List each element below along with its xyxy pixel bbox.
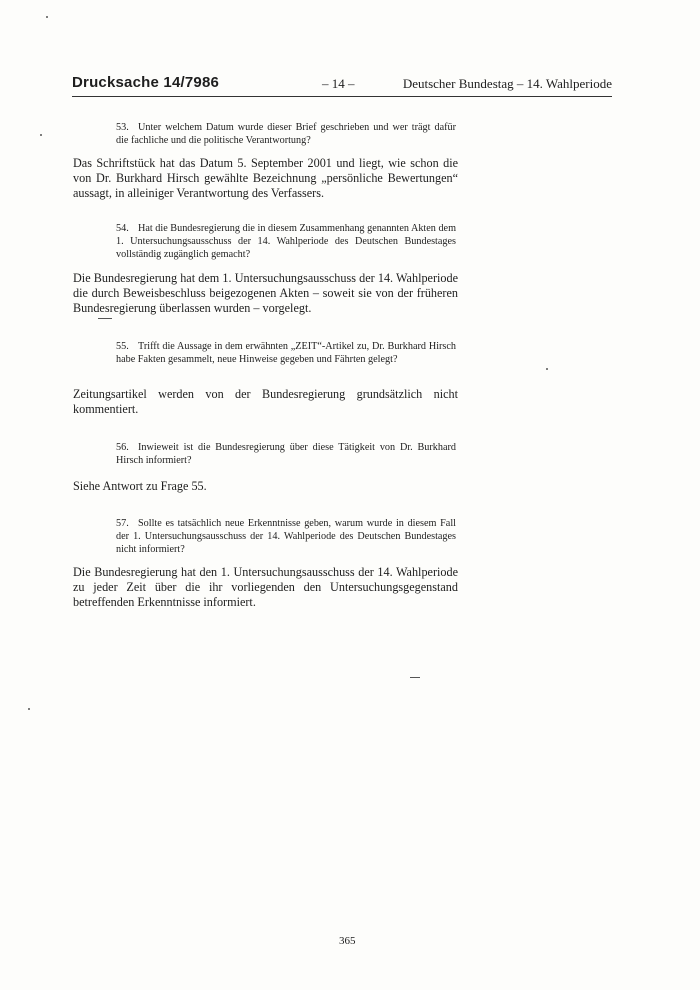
question-57 <box>116 517 456 556</box>
scan-speck <box>410 677 420 678</box>
question-54 <box>116 222 456 261</box>
header-rule <box>72 96 612 97</box>
question-number: 55. <box>116 341 129 352</box>
answer-53: Das Schriftstück hat das Datum 5. September 2001 und liegt, wie schon die von Dr. Burkhard Hirsch gewählte Bezeichnung „persönliche Bewertungen“ aussagt, in alleiniger Verantwortung des Verfassers. <box>73 156 458 200</box>
question-number: 54. <box>116 223 129 234</box>
question-53 <box>116 121 456 147</box>
page-marker: – 14 – <box>322 76 355 91</box>
page-number: 365 <box>339 935 356 947</box>
scan-speck <box>46 16 48 18</box>
question-text: Inwieweit ist die Bundesregierung über diese Tätigkeit von Dr. Burkhard Hirsch informiert? <box>116 442 456 466</box>
question-text: Hat die Bundesregierung die in diesem Zusammenhang genannten Akten dem 1. Untersuchungsausschuss der 14. Wahlperiode des Deutschen Bundestages vollständig zugänglich gemacht? <box>116 223 456 260</box>
scan-speck <box>98 318 112 319</box>
answer-54: Die Bundesregierung hat dem 1. Untersuchungsausschuss der 14. Wahlperiode die durch Beweisbeschluss beigezogenen Akten – soweit sie von der früheren Bundesregierung überlassen wurden – vorgelegt. <box>73 271 458 315</box>
scan-speck <box>40 134 42 136</box>
document-number: Drucksache 14/7986 <box>72 74 220 91</box>
publisher: Deutscher Bundestag – 14. Wahlperiode <box>402 76 612 91</box>
page-header <box>72 74 612 96</box>
answer-55: Zeitungsartikel werden von der Bundesregierung grundsätzlich nicht kommentiert. <box>73 387 458 416</box>
scan-speck <box>546 368 548 370</box>
question-56 <box>116 441 456 467</box>
question-number: 57. <box>116 518 129 529</box>
question-text: Unter welchem Datum wurde dieser Brief geschrieben und wer trägt dafür die fachliche und die politische Verantwortung? <box>116 122 456 146</box>
answer-57: Die Bundesregierung hat den 1. Untersuchungsausschuss der 14. Wahlperiode zu jeder Zeit über die ihr vorliegenden den Untersuchungsgegenstand betreffenden Erkenntnisse informiert. <box>73 565 458 609</box>
scan-speck <box>28 708 30 710</box>
question-55 <box>116 340 456 366</box>
answer-56: Siehe Antwort zu Frage 55. <box>73 479 207 493</box>
question-number: 53. <box>116 122 129 133</box>
question-text: Sollte es tatsächlich neue Erkenntnisse geben, warum wurde in diesem Fall der 1. Untersuchungsausschuss der 14. Wahlperiode des Deutschen Bundestages nicht informiert? <box>116 518 456 555</box>
question-number: 56. <box>116 442 129 453</box>
question-text: Trifft die Aussage in dem erwähnten „ZEIT“-Artikel zu, Dr. Burkhard Hirsch habe Fakten gesammelt, neue Hinweise gegeben und Fährten gelegt? <box>116 341 456 365</box>
